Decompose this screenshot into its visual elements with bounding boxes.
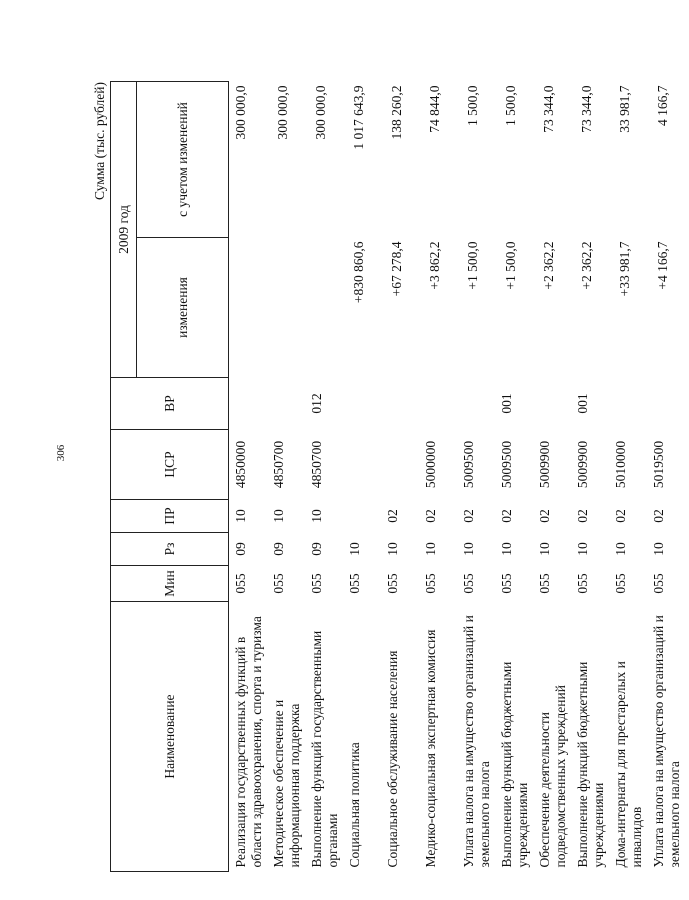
cell-vr — [229, 378, 272, 430]
cell-changes — [309, 238, 347, 378]
cell-csr — [385, 430, 423, 500]
table-row — [309, 82, 347, 872]
cell-rz: 09 — [309, 542, 324, 556]
cell-pr: 02 — [499, 509, 514, 523]
cell-min: 055 — [347, 573, 362, 594]
cell-min: 055 — [423, 573, 438, 594]
cell-csr: 4850700 — [309, 440, 324, 489]
cell-min: 055 — [233, 573, 248, 594]
cell-name: Дома-интернаты для престарелых и инвалидов — [613, 661, 644, 868]
cell-changes: +3 862,2 — [427, 241, 442, 290]
cell-min: 055 — [537, 573, 552, 594]
cell-total: 300 000,0 — [275, 85, 290, 140]
cell-name: Уплата налога на имущество организаций и земельного налога — [461, 615, 492, 868]
rotated-document — [92, 82, 682, 872]
cell-csr: 5009900 — [537, 440, 552, 489]
cell-pr: 02 — [461, 509, 476, 523]
cell-rz: 10 — [651, 542, 666, 556]
cell-rz: 10 — [347, 542, 362, 556]
cell-name: Социальная политика — [347, 742, 362, 868]
cell-min: 055 — [309, 573, 324, 594]
cell-rz: 10 — [499, 542, 514, 556]
cell-total: 300 000,0 — [313, 85, 328, 140]
cell-name: Выполнение функций государственными органами — [309, 630, 340, 868]
units-caption: Сумма (тыс. рублей) — [92, 82, 107, 200]
cell-total: 1 017 643,9 — [351, 85, 366, 150]
table-row — [537, 82, 575, 872]
cell-total: 74 844,0 — [427, 85, 442, 133]
header-csr: ЦСР — [111, 430, 229, 500]
cell-csr: 5009900 — [575, 440, 590, 489]
cell-name: Социальное обслуживание населения — [385, 650, 400, 868]
table-row — [499, 82, 537, 872]
cell-rz: 10 — [423, 542, 438, 556]
cell-min: 055 — [651, 573, 666, 594]
cell-vr: 001 — [499, 393, 514, 414]
cell-csr: 5000000 — [423, 440, 438, 489]
cell-total: 1 500,0 — [465, 85, 480, 126]
cell-rz: 10 — [613, 542, 628, 556]
cell-total: 73 344,0 — [579, 85, 594, 133]
cell-rz: 09 — [271, 542, 286, 556]
header-vr: ВР — [111, 378, 229, 430]
table-header — [111, 82, 229, 872]
cell-total: 73 344,0 — [541, 85, 556, 133]
table-row — [575, 82, 613, 872]
cell-vr — [347, 378, 385, 430]
cell-csr — [347, 430, 385, 500]
cell-csr: 5009500 — [499, 440, 514, 489]
cell-changes: +2 362,2 — [541, 241, 556, 290]
header-with-changes: с учетом изменений — [137, 82, 229, 238]
cell-changes — [271, 238, 309, 378]
cell-changes: +33 981,7 — [617, 241, 632, 297]
cell-changes: +2 362,2 — [579, 241, 594, 290]
cell-rz: 10 — [575, 542, 590, 556]
cell-csr: 4850000 — [233, 440, 248, 489]
cell-csr: 5019500 — [651, 440, 666, 489]
header-changes: изменения — [137, 238, 229, 378]
cell-name: Выполнение функций бюджетными учреждениями — [575, 661, 606, 868]
cell-changes: +67 278,4 — [389, 241, 404, 297]
cell-name: Обеспечение деятельности подведомственных учреждений — [537, 685, 568, 868]
cell-name: Методическое обеспечение и информационная поддержка — [271, 699, 302, 868]
cell-vr — [385, 378, 423, 430]
cell-pr: 10 — [271, 509, 286, 523]
cell-total: 4 166,7 — [655, 85, 670, 126]
cell-min: 055 — [271, 573, 286, 594]
cell-rz: 10 — [537, 542, 552, 556]
cell-csr: 5009500 — [461, 440, 476, 489]
cell-name: Реализация государственных функций в области здравоохранения, спорта и туризма — [233, 616, 264, 868]
cell-pr: 02 — [537, 509, 552, 523]
table-row — [385, 82, 423, 872]
header-min: Мин — [111, 566, 229, 602]
cell-changes: +1 500,0 — [503, 241, 518, 290]
table-body — [229, 82, 689, 872]
cell-csr: 5010000 — [613, 440, 628, 489]
table-row — [271, 82, 309, 872]
cell-pr: 02 — [613, 509, 628, 523]
cell-name: Уплата налога на имущество организаций и земельного налога — [651, 615, 682, 868]
cell-rz: 10 — [385, 542, 400, 556]
cell-csr: 4850700 — [271, 440, 286, 489]
cell-pr: 02 — [385, 509, 400, 523]
cell-total: 1 500,0 — [503, 85, 518, 126]
cell-pr — [347, 500, 385, 533]
cell-pr: 02 — [423, 509, 438, 523]
cell-vr: 012 — [309, 393, 324, 414]
cell-min: 055 — [385, 573, 400, 594]
table-row — [651, 82, 689, 872]
cell-vr — [613, 378, 651, 430]
cell-min: 055 — [461, 573, 476, 594]
cell-vr — [271, 378, 309, 430]
header-year: 2009 год — [111, 82, 137, 378]
cell-vr: 001 — [575, 393, 590, 414]
table-row — [347, 82, 385, 872]
cell-min: 055 — [499, 573, 514, 594]
cell-min: 055 — [613, 573, 628, 594]
page-number: 306 — [55, 444, 67, 462]
cell-pr: 10 — [309, 509, 324, 523]
cell-vr — [423, 378, 461, 430]
cell-pr: 02 — [651, 509, 666, 523]
cell-changes: +4 166,7 — [655, 241, 670, 290]
cell-rz: 09 — [233, 542, 248, 556]
header-rz: Рз — [111, 533, 229, 566]
cell-changes: +1 500,0 — [465, 241, 480, 290]
table-row — [229, 82, 272, 872]
budget-table — [110, 81, 689, 872]
header-pr: ПР — [111, 500, 229, 533]
table-row — [613, 82, 651, 872]
cell-changes — [229, 238, 272, 378]
table-row — [423, 82, 461, 872]
cell-changes: +830 860,6 — [351, 241, 366, 304]
header-name: Наименование — [111, 602, 229, 872]
cell-vr — [537, 378, 575, 430]
cell-total: 300 000,0 — [233, 85, 248, 140]
cell-total: 33 981,7 — [617, 85, 632, 133]
cell-rz: 10 — [461, 542, 476, 556]
cell-min: 055 — [575, 573, 590, 594]
cell-name: Выполнение функций бюджетными учреждениями — [499, 661, 530, 868]
cell-pr: 10 — [233, 509, 248, 523]
cell-vr — [651, 378, 689, 430]
cell-pr: 02 — [575, 509, 590, 523]
table-row — [461, 82, 499, 872]
cell-name: Медико-социальная экспертная комиссия — [423, 629, 438, 868]
cell-total: 138 260,2 — [389, 85, 404, 140]
cell-vr — [461, 378, 499, 430]
